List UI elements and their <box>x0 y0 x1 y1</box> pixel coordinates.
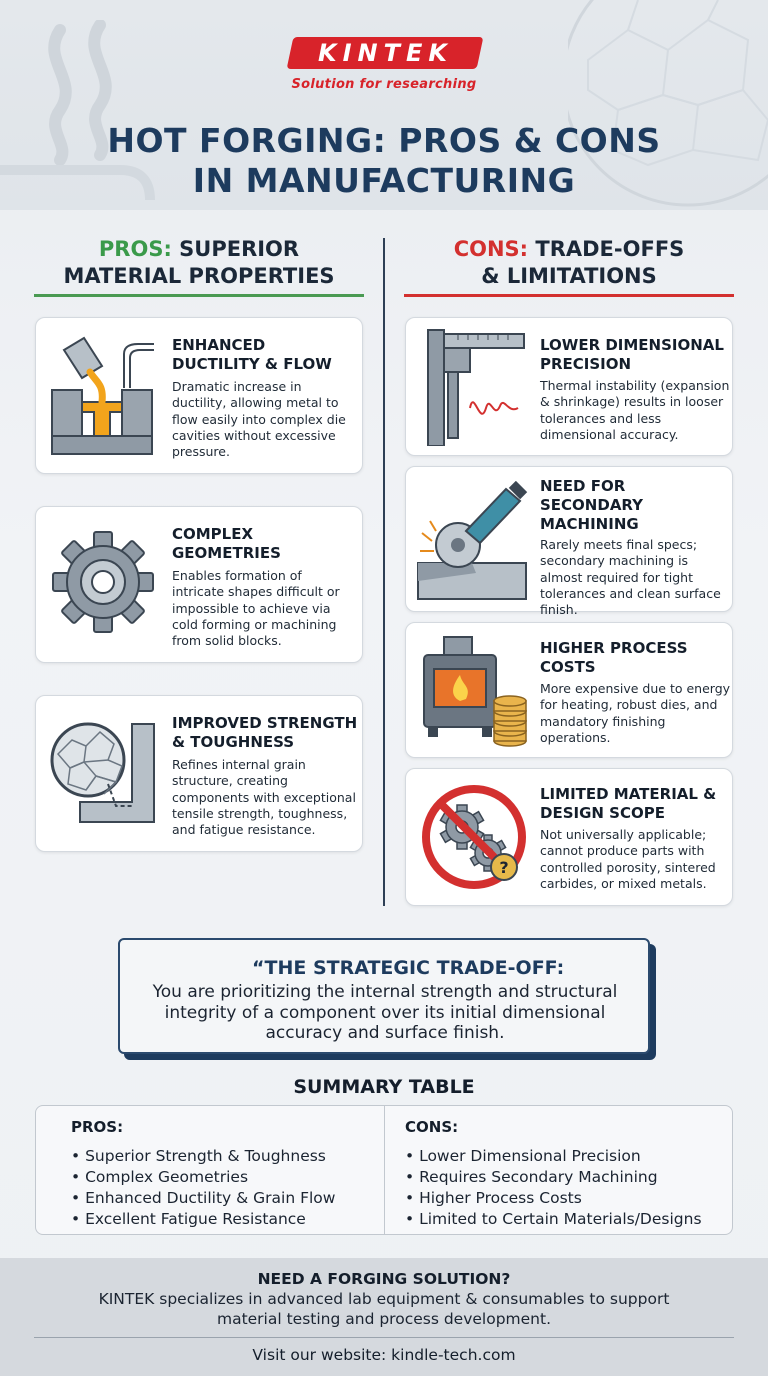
summary-cons-item: • Higher Process Costs <box>405 1188 702 1209</box>
summary-cons-header: CONS: <box>405 1118 459 1136</box>
quote-title <box>120 957 648 979</box>
summary-title: SUMMARY TABLE <box>293 1076 475 1098</box>
summary-pros-item: • Excellent Fatigue Resistance <box>71 1209 335 1230</box>
con-card-precision-title: LOWER DIMENSIONAL PRECISION <box>540 336 724 373</box>
summary-pros-item: • Superior Strength & Toughness <box>71 1146 335 1167</box>
header-band <box>0 0 768 210</box>
summary-pros-header: PROS: <box>71 1118 124 1136</box>
website-link[interactable]: Visit our website: kindle-tech.com <box>252 1346 516 1364</box>
pro-card-geometries <box>35 506 363 663</box>
furnace-coins-icon <box>418 633 530 751</box>
gear-icon <box>50 529 156 635</box>
column-divider <box>383 238 385 906</box>
con-card-scope <box>405 768 733 906</box>
summary-pros-item: • Enhanced Ductility & Grain Flow <box>71 1188 335 1209</box>
prohibited-gears-icon <box>418 781 530 893</box>
summary-cons-item: • Requires Secondary Machining <box>405 1167 702 1188</box>
grain-structure-icon <box>46 718 158 830</box>
pro-card-geometries-title: COMPLEX GEOMETRIES <box>172 525 281 562</box>
summary-table <box>35 1105 733 1235</box>
pro-card-strength-title: IMPROVED STRENGTH & TOUGHNESS <box>172 714 358 751</box>
brand-logo-text: KINTEK <box>317 39 453 67</box>
pro-card-ductility-title: ENHANCED DUCTILITY & FLOW <box>172 336 332 373</box>
cons-heading <box>404 236 734 290</box>
cons-heading-line2: & LIMITATIONS <box>481 264 657 288</box>
con-card-precision <box>405 317 733 456</box>
con-card-costs-title: HIGHER PROCESS COSTS <box>540 639 688 676</box>
page-title-line2: IN MANUFACTURING <box>192 161 576 200</box>
summary-cons-item: • Limited to Certain Materials/Designs <box>405 1209 702 1230</box>
quote-title-text: “THE STRATEGIC TRADE-OFF: <box>252 957 565 979</box>
con-card-scope-text: Not universally applicable; cannot produce parts with controlled porosity, sintered carbides, or mixed metals. <box>540 827 716 891</box>
pro-card-geometries-text: Enables formation of intricate shapes difficult or impossible to achieve via cold forming or machining from solid blocks. <box>172 568 340 649</box>
cons-divider <box>404 294 734 297</box>
strategic-quote <box>118 938 650 1054</box>
molten-metal-pour-icon <box>46 332 158 458</box>
summary-pros-item: • Complex Geometries <box>71 1167 335 1188</box>
brand-tagline: Solution for researching <box>291 77 477 92</box>
pros-tag: PROS: <box>98 237 172 261</box>
page-title-line1: HOT FORGING: PROS & CONS <box>107 121 661 160</box>
summary-divider <box>384 1106 385 1234</box>
cons-tag: CONS: <box>453 237 529 261</box>
summary-pros-column <box>71 1118 335 1230</box>
con-card-costs <box>405 622 733 758</box>
pros-divider <box>34 294 364 297</box>
footer-divider <box>34 1337 734 1338</box>
pro-card-ductility <box>35 317 363 474</box>
footer-title: NEED A FORGING SOLUTION? <box>257 1270 511 1288</box>
footer-text: KINTEK specializes in advanced lab equipment & consumables to support material testing and process development. <box>98 1290 670 1328</box>
pro-card-ductility-text: Dramatic increase in ductility, allowing metal to flow easily into complex die cavities without excessive pressure. <box>172 379 346 460</box>
footer <box>0 1258 768 1376</box>
con-card-machining <box>405 466 733 618</box>
summary-cons-item: • Lower Dimensional Precision <box>405 1146 702 1167</box>
con-card-costs-text: More expensive due to energy for heating, robust dies, and mandatory finishing operations. <box>540 681 731 745</box>
pro-card-strength-text: Refines internal grain structure, creating components with exceptional tensile strength, toughness, and fatigue resistance. <box>172 757 356 838</box>
pro-card-strength <box>35 695 363 852</box>
svg-text:?: ? <box>499 858 509 877</box>
con-card-scope-title: LIMITED MATERIAL & DESIGN SCOPE <box>540 785 717 822</box>
pros-heading <box>34 236 364 290</box>
page-title <box>0 121 768 201</box>
brand-logo <box>287 37 484 69</box>
con-card-machining-text: Rarely meets final specs; secondary machining is almost required for tight tolerances and clean surface finish. <box>540 537 721 618</box>
pros-heading-line2: MATERIAL PROPERTIES <box>63 264 335 288</box>
summary-cons-column <box>405 1118 702 1230</box>
cons-heading-line1: TRADE-OFFS <box>535 237 685 261</box>
quote-text: You are prioritizing the internal strength and structural integrity of a component over its initial dimensional accuracy and surface finish. <box>152 982 618 1043</box>
caliper-icon <box>418 328 530 446</box>
con-card-machining-title: NEED FOR SECONDARY MACHINING <box>540 477 644 533</box>
pros-heading-line1: SUPERIOR <box>179 237 300 261</box>
con-card-precision-text: Thermal instability (expansion & shrinkage) results in looser tolerances and less dimensional accuracy. <box>540 378 730 442</box>
angle-grinder-icon <box>414 481 532 601</box>
